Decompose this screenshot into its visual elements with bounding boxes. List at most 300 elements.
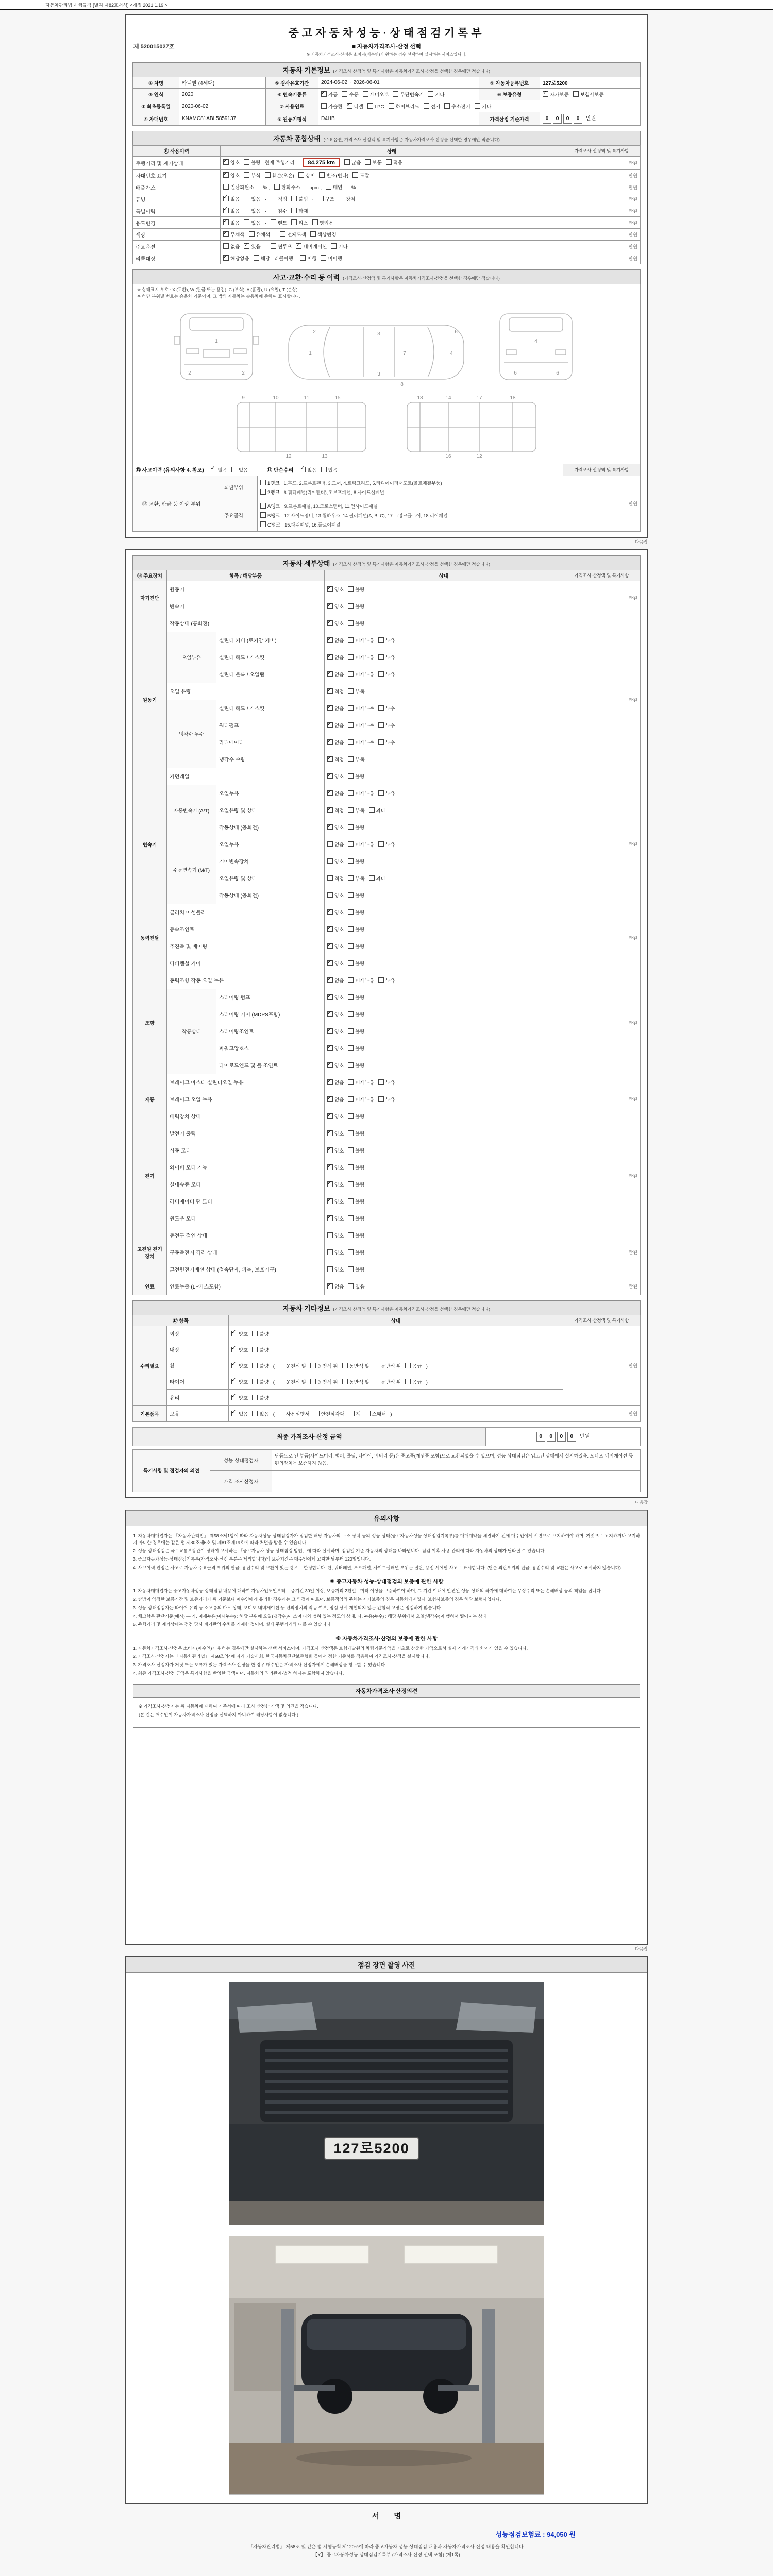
checkbox-checked-icon — [321, 91, 327, 97]
checkbox-icon — [349, 1411, 355, 1416]
checkbox-icon — [291, 219, 297, 225]
table-row — [133, 615, 641, 632]
field-label: ⑧ 원동기형식 — [266, 112, 318, 126]
checkbox-option: A랭크 — [260, 502, 280, 510]
table-cell — [229, 1374, 563, 1389]
checkbox-option: 누유 — [378, 671, 395, 678]
notice-line: ※ 가격조사·산정자는 위 자동차에 대하여 기준서에 따라 조사·산정한 가액 및 의견을 적습니다. — [139, 1703, 318, 1709]
section-detail-state — [132, 555, 641, 570]
checkbox-icon — [327, 1249, 333, 1255]
checkbox-icon — [365, 159, 371, 165]
checkbox-option: ✓ 양호 — [327, 1181, 344, 1188]
checkbox-checked-icon — [327, 688, 333, 694]
checkbox-icon — [424, 103, 429, 109]
checkbox-checked-icon — [327, 620, 333, 626]
table-cell: 실린더 헤드 / 개스킷 — [216, 649, 325, 666]
checkbox-icon — [348, 790, 354, 796]
table-cell — [325, 615, 563, 632]
checkbox-checked-icon — [327, 977, 333, 983]
column-header: ⑪ 사용이력 — [133, 146, 221, 157]
checkbox-checked-icon — [327, 1011, 333, 1017]
checkbox-option: 색상변경 — [310, 231, 337, 238]
table-cell: 만원 — [563, 181, 641, 193]
table-cell: 실린더 블록 / 오일팬 — [216, 666, 325, 683]
checkbox-icon — [252, 1379, 258, 1384]
checkbox-icon — [252, 1395, 258, 1400]
table-cell — [325, 1278, 563, 1295]
checkbox-option: ✓ 없음 — [211, 466, 227, 473]
checkbox-option: ✓ 적정 — [327, 688, 344, 695]
checkbox-checked-icon — [223, 159, 229, 165]
field-label: ⑥ 변속기종류 — [266, 89, 318, 100]
table-cell — [325, 581, 563, 598]
checkbox-option: 양호 — [327, 858, 344, 865]
checkbox-icon — [348, 1249, 354, 1255]
checkbox-option: 운전석 앞 — [279, 1362, 306, 1369]
table-cell: 실내송풍 모터 — [167, 1176, 325, 1193]
checkbox-icon — [378, 671, 384, 677]
checkbox-checked-icon — [327, 1147, 333, 1153]
table-row — [133, 1449, 641, 1470]
main-frame-label: 주요골격 — [210, 499, 258, 531]
fuel-options — [318, 100, 641, 112]
checkbox-icon — [348, 1011, 354, 1017]
table-cell: 타이로드엔드 및 볼 조인트 — [216, 1057, 325, 1074]
checkbox-option: ✓ 양호 — [223, 159, 240, 166]
checkbox-checked-icon — [296, 243, 301, 249]
inline-text: ( — [273, 1363, 275, 1369]
table-cell: 추진축 및 베어링 — [167, 938, 325, 955]
checkbox-option: 잭 — [349, 1410, 361, 1417]
table-cell — [325, 1193, 563, 1210]
inline-text: ( — [273, 1411, 275, 1417]
table-cell — [325, 1244, 563, 1261]
checkbox-checked-icon — [347, 103, 352, 109]
next-page-note: 다음장 — [635, 539, 648, 545]
basic-info-table — [132, 77, 641, 126]
checkbox-icon — [339, 196, 344, 201]
model-year: 2020 — [179, 89, 266, 100]
price-digit: 0 — [543, 114, 551, 124]
checkbox-icon — [348, 1113, 354, 1119]
outer-panel-label: 외판부위 — [210, 476, 258, 499]
checkbox-option: 보통 — [365, 159, 381, 166]
checkbox-option: 있음 — [348, 1283, 364, 1290]
table-cell: 윈도우 모터 — [167, 1210, 325, 1227]
field-label: ⑩ 보증유형 — [479, 89, 540, 100]
checkbox-icon — [244, 208, 249, 213]
simple-repair-options — [300, 468, 342, 473]
registration-number: 127로5200 — [540, 77, 641, 89]
notice-line: 1. 자동차매매업자는 「자동차관리법」 제58조제1항에 따라 자동차성능·상태점검자가 점검한 해당 자동차의 구조·장치 등의 성능·상태(중고자동차성능·상태점검기록부)를 매매계약을 체결하기 전에 매수인에게 서면으로 고지하여야 하며, 거짓으로 고지하거나 고지하지 아니한 경우에는 같은 법 제80조제6호 및 제81조제19호에 따라 처벌을 받을 수 있습니다. — [133, 1533, 640, 1545]
table-row — [133, 100, 641, 112]
table-row — [133, 464, 641, 476]
svg-text:16: 16 — [445, 453, 451, 459]
next-page-note: 다음장 — [635, 1499, 648, 1505]
appraiser-role: 가격·조사산정자 — [210, 1470, 272, 1492]
price-digit: 0 — [553, 114, 562, 124]
checkbox-option: LPG — [367, 103, 384, 110]
checkbox-icon — [348, 1215, 354, 1221]
table-row — [133, 581, 641, 598]
table-cell: 작동상태 (공회전) — [167, 615, 325, 632]
table-cell: 브레이크 오일 누유 — [167, 1091, 325, 1108]
table-cell: 용도변경 — [133, 217, 221, 229]
table-cell: 연료누출 (LP가스포함) — [167, 1278, 325, 1295]
table-cell — [325, 870, 563, 887]
checkbox-option: ✓ 양호 — [327, 773, 344, 780]
checkbox-option: 부족 — [348, 756, 364, 763]
inline-text: 15.대쉬패널, 16.플로어패널 — [284, 522, 341, 528]
rank-line — [260, 520, 560, 529]
svg-text:1: 1 — [309, 350, 312, 357]
checkbox-icon — [260, 521, 266, 527]
document-subtitle: ■ 자동차가격조사·산정 선택 — [352, 44, 421, 50]
price-cell: 만원 — [563, 476, 641, 531]
checkbox-option: 없음 — [327, 841, 344, 848]
checkbox-option: 미세누유 — [348, 1096, 374, 1103]
table-cell — [325, 1074, 563, 1091]
checkbox-icon — [348, 739, 354, 745]
checkbox-option: 안전삼각대 — [314, 1410, 345, 1417]
table-cell: 원동기 — [133, 615, 167, 785]
table-cell: 만원 — [563, 229, 641, 241]
checkbox-checked-icon — [231, 1347, 237, 1352]
inline-text: 현재 주행거리 — [264, 160, 295, 166]
checkbox-icon — [342, 1379, 348, 1384]
checkbox-option: 불량 — [348, 824, 364, 831]
inline-text: 9.프론트패널, 10.크로스멤버, 11.인사이드패널 — [284, 503, 378, 509]
table-cell — [325, 921, 563, 938]
checkbox-icon — [348, 1232, 354, 1238]
remarks-label: 특기사항 및 점검자의 의견 — [133, 1449, 210, 1492]
checkbox-option: 불량 — [252, 1346, 268, 1353]
checkbox-option: ✓ 양호 — [327, 603, 344, 610]
checkbox-checked-icon — [327, 637, 333, 643]
notice-line: 1. 자동차매매업자는 중고자동차성능·상태점검 내용에 대하여 자동차인도일부터 보증기간 30일 이상, 보증거리 2천킬로미터 이상을 보증하여야 하며, 그 기간 이내에 발견된 성능·상태의 하자에 대하여는 무상수리 또는 손해배상 등의 책임을 집니다. — [133, 1588, 602, 1594]
checkbox-option: 미세누수 — [348, 705, 374, 712]
checkbox-icon — [231, 467, 237, 472]
table-cell — [325, 1210, 563, 1227]
table-row — [133, 157, 641, 170]
table-cell: 라디에이터 — [216, 734, 325, 751]
checkbox-icon — [312, 219, 318, 225]
table-cell — [325, 1142, 563, 1159]
checkbox-option: 누수 — [378, 705, 395, 712]
checkbox-option: ✓ 양호 — [231, 1362, 248, 1369]
checkbox-icon — [348, 977, 354, 983]
table-cell: 기어변속장치 — [216, 853, 325, 870]
checkbox-checked-icon — [327, 994, 333, 1000]
column-header: ⑯ 주요장치 — [133, 570, 167, 581]
table-cell — [325, 768, 563, 785]
table-cell: 내장 — [167, 1342, 229, 1358]
field-label: ④ 차대번호 — [133, 112, 179, 126]
svg-text:4: 4 — [534, 338, 537, 344]
checkbox-icon — [374, 1379, 379, 1384]
checkbox-checked-icon — [327, 705, 333, 711]
checkbox-option: 누수 — [378, 739, 395, 746]
notices-title: 유의사항 — [126, 1510, 647, 1526]
table-cell — [229, 1342, 563, 1358]
appraisal-opinion-title: 자동차가격조사·산정의견 — [133, 1685, 640, 1698]
table-cell — [325, 1023, 563, 1040]
checkbox-icon — [352, 172, 358, 178]
checkbox-icon — [348, 586, 354, 592]
checkbox-option: 응급 — [405, 1378, 422, 1385]
checkbox-option: 불량 — [348, 960, 364, 967]
table-cell — [221, 193, 563, 205]
checkbox-option: 누유 — [378, 654, 395, 661]
checkbox-option: ✓ 있음 — [231, 1410, 248, 1417]
table-cell: 기본품목 — [133, 1405, 167, 1421]
section-overall-state — [132, 131, 641, 145]
checkbox-icon — [348, 1266, 354, 1272]
table-cell: 타이어 — [167, 1374, 229, 1389]
checkbox-icon — [348, 1028, 354, 1034]
signature-title: 서명 — [372, 2511, 416, 2520]
checkbox-option: 누유 — [378, 977, 395, 984]
checkbox-option: 많음 — [344, 159, 361, 166]
appraisal-opinion-box — [133, 1684, 640, 1728]
checkbox-option: 미세누유 — [348, 1079, 374, 1086]
checkbox-option: 렌트 — [271, 219, 287, 226]
checkbox-option: 누유 — [378, 841, 395, 848]
wheel-left — [317, 2379, 352, 2414]
checkbox-option: 불량 — [348, 1181, 364, 1188]
checkbox-option: 불량 — [348, 1011, 364, 1018]
checkbox-icon — [310, 1379, 316, 1384]
table-cell: 동력조향 작동 오일 누유 — [167, 972, 325, 989]
checkbox-checked-icon — [327, 586, 333, 592]
table-cell: 만원 — [563, 193, 641, 205]
inline-text: ) — [426, 1379, 428, 1385]
column-header: 상태 — [325, 570, 563, 581]
price-digit: 0 — [547, 1432, 556, 1442]
bumper — [229, 2124, 544, 2201]
checkbox-option: ✓ 있음 — [244, 243, 260, 250]
checkbox-icon — [378, 705, 384, 711]
checkbox-icon — [348, 1164, 354, 1170]
table-cell: 구동축전지 격리 상태 — [167, 1244, 325, 1261]
table-cell — [325, 1108, 563, 1125]
inline-text: ppm , — [304, 185, 322, 191]
checkbox-icon — [348, 722, 354, 728]
table-cell: 냉각수 수량 — [216, 751, 325, 768]
checkbox-option: ✓ 네비게이션 — [296, 243, 327, 250]
table-row — [133, 170, 641, 181]
notice-line: 1. 자동차가격조사·산정은 소비자(매수인)가 원하는 경우에만 실시하는 선택 서비스이며, 가격조사·산정액은 보험개발원의 차량기준가액을 기초로 산출한 가액으로서 실제 거래가격과 차이가 있을 수 있습니다. — [133, 1645, 528, 1651]
form-page-1 — [125, 14, 648, 538]
checkbox-option: 불량 — [348, 1130, 364, 1137]
checkbox-option: 전기 — [424, 103, 440, 110]
table-cell: 등속조인트 — [167, 921, 325, 938]
svg-text:9: 9 — [242, 395, 245, 401]
accident-table — [132, 464, 641, 532]
document-number: 제 520015027호 — [133, 44, 175, 50]
checkbox-option: 운전석 앞 — [279, 1378, 306, 1385]
checkbox-icon — [405, 1379, 411, 1384]
checkbox-icon — [271, 208, 276, 213]
checkbox-icon — [321, 255, 326, 261]
checkbox-option: 기타 — [428, 91, 444, 98]
price-digit: 0 — [563, 114, 572, 124]
table-cell: 오일 유량 — [167, 683, 325, 700]
field-label: ③ 최초등록일 — [133, 100, 179, 112]
table-cell: 만원 — [563, 581, 641, 615]
table-cell — [325, 649, 563, 666]
inspection-photo-front — [229, 1982, 544, 2225]
checkbox-option: ✓ 양호 — [327, 824, 344, 831]
wheel-right — [423, 2379, 458, 2414]
ceiling-lamp — [276, 2246, 368, 2263]
checkbox-option: 동반석 앞 — [342, 1378, 369, 1385]
table-cell: 변속기 — [167, 598, 325, 615]
checkbox-option: 적음 — [386, 159, 402, 166]
table-cell: 시동 모터 — [167, 1142, 325, 1159]
table-cell: 라디에이터 팬 모터 — [167, 1193, 325, 1210]
checkbox-option: 불량 — [348, 1147, 364, 1154]
car-glass — [307, 2319, 466, 2350]
checkbox-icon — [244, 196, 249, 201]
footnote-1: 「자동차관리법」 제58조 및 같은 법 시행규칙 제120조에 따라 중고자동차 성능·상태점검 내용과 자동차가격조사·산정 내용을 확인합니다. — [248, 2544, 525, 2549]
checkbox-option: ✓ 양호 — [327, 1215, 344, 1222]
table-cell — [221, 229, 563, 241]
checkbox-icon — [348, 1045, 354, 1051]
table-cell — [325, 887, 563, 904]
table-cell — [325, 700, 563, 717]
checkbox-option: 불량 — [252, 1330, 268, 1337]
checkbox-icon — [348, 875, 354, 881]
accident-history-row — [133, 464, 563, 476]
inspector-role: 성능·상태점검자 — [210, 1449, 272, 1470]
field-label: ⑦ 사용연료 — [266, 100, 318, 112]
checkbox-option: ✓ 양호 — [327, 1198, 344, 1205]
table-cell: 워터펌프 — [216, 717, 325, 734]
checkbox-option: 변조(변타) — [319, 172, 348, 179]
damage-location-diagram — [160, 304, 613, 459]
checkbox-option: 불량 — [348, 1164, 364, 1171]
checkbox-option: 불량 — [348, 1113, 364, 1120]
checkbox-icon — [405, 1363, 411, 1368]
table-cell — [221, 157, 563, 170]
notices-general-list — [133, 1533, 640, 1572]
table-cell: 동력전달 — [133, 904, 167, 972]
table-cell: 주요옵션 — [133, 241, 221, 252]
checkbox-option: 미세누유 — [348, 841, 374, 848]
table-cell: 수리필요 — [133, 1326, 167, 1405]
checkbox-icon — [274, 184, 280, 190]
checkbox-icon — [310, 231, 316, 237]
checkbox-icon — [223, 243, 229, 249]
checkbox-checked-icon — [327, 790, 333, 796]
checkbox-checked-icon — [327, 807, 333, 813]
svg-text:14: 14 — [445, 395, 451, 401]
field-label: ⑤ 검사유효기간 — [266, 77, 318, 89]
table-row — [133, 785, 641, 802]
inline-text: · — [264, 244, 266, 250]
checkbox-option: ✓ 없음 — [327, 977, 344, 984]
final-price-label: 최종 가격조사·산정 금액 — [133, 1427, 486, 1446]
table-cell: 작동상태 (공회전) — [216, 887, 325, 904]
table-cell: 자동변속기 (A/T) — [167, 785, 216, 836]
svg-text:11: 11 — [304, 395, 310, 401]
headlight-right — [456, 2002, 536, 2033]
checkbox-option: 1랭크 — [260, 479, 280, 486]
section-title: 자동차 종합상태 — [273, 135, 321, 143]
checkbox-icon — [279, 1379, 284, 1384]
notice-line: 3. 가격조사·산정자가 거짓 또는 오류가 있는 가격조사·산정을 한 경우 매수인은 가격조사·산정자에게 손해배상을 청구할 수 있습니다. — [133, 1662, 386, 1668]
checkbox-option: 불량 — [348, 620, 364, 627]
vin-value: KNAMC81ABL5859137 — [179, 112, 266, 126]
column-header: 가격조사·산정액 및 특기사항 — [563, 146, 641, 157]
checkbox-option: 있음 — [244, 195, 260, 202]
form-page-2 — [125, 549, 648, 1498]
checkbox-option: 불량 — [252, 1378, 268, 1385]
table-cell: 스티어링 펌프 — [216, 989, 325, 1006]
svg-text:3: 3 — [377, 371, 380, 377]
checkbox-option: 양호 — [327, 1249, 344, 1256]
checkbox-icon — [365, 1411, 371, 1416]
notices-appraisal-list — [133, 1645, 640, 1677]
checkbox-option: 미세누유 — [348, 654, 374, 661]
inspector-remark: 단품으로 된 부품(사이드미러, 범퍼, 몰딩, 타이어, 배터리 등)은 중고품(재생품 포함)으로 교환되었을 수 있으며, 성능·상태점검은 입고된 상태에서 실시하였음. 오디오·네비게이션 등 편의장치는 보증하지 않음. — [272, 1449, 641, 1470]
checkbox-icon — [252, 1411, 258, 1416]
checkbox-option: 불량 — [252, 1362, 268, 1369]
checkbox-option: ✓ 없음 — [327, 739, 344, 746]
table-cell: 보유 — [167, 1405, 229, 1421]
table-cell — [325, 1125, 563, 1142]
table-row — [133, 241, 641, 252]
table-cell — [325, 904, 563, 921]
table-cell: 만원 — [563, 1074, 641, 1125]
checkbox-icon — [344, 159, 350, 165]
checkbox-option: 도말 — [352, 172, 369, 179]
checkbox-icon — [348, 688, 354, 694]
shop-floor — [229, 2201, 544, 2225]
checkbox-icon — [260, 489, 266, 495]
svg-text:13: 13 — [417, 395, 423, 401]
checkbox-option: 수소전기 — [444, 103, 470, 110]
checkbox-checked-icon — [300, 467, 306, 472]
table-cell — [325, 938, 563, 955]
table-cell: 만원 — [563, 205, 641, 217]
checkbox-checked-icon — [231, 1331, 237, 1336]
table-cell — [325, 1057, 563, 1074]
first-registration-date: 2020-06-02 — [179, 100, 266, 112]
checkbox-option: 부족 — [348, 875, 364, 882]
table-cell: 오일유량 및 상태 — [216, 870, 325, 887]
car-outlines — [174, 314, 572, 452]
field-label: ② 연식 — [133, 89, 179, 100]
checkbox-option: 불량 — [252, 1394, 268, 1401]
checkbox-option: ✓ 없음 — [327, 705, 344, 712]
svg-text:2: 2 — [188, 370, 191, 376]
checkbox-icon — [363, 91, 368, 97]
checkbox-option: 적법 — [271, 195, 287, 202]
checkbox-option: 부족 — [348, 807, 364, 814]
table-cell: 클러치 어셈블리 — [167, 904, 325, 921]
inspection-photo-underside — [229, 2236, 544, 2495]
checkbox-option: 불량 — [348, 892, 364, 899]
checkbox-icon — [342, 91, 347, 97]
checkbox-icon — [389, 103, 394, 109]
form-reference — [0, 0, 773, 9]
checkbox-icon — [348, 1096, 354, 1102]
table-cell: 만원 — [563, 904, 641, 972]
notice-line: 2. 쌍방이 약정한 보증기간 및 보증거리가 위 기준보다 매수인에게 유리한 경우에는 그 약정에 따르며, 보증책임의 주체는 자가보증의 경우 자동차매매업자, 보험사보증의 경우 해당 보험사입니다. — [133, 1597, 501, 1602]
checkbox-icon — [348, 756, 354, 762]
